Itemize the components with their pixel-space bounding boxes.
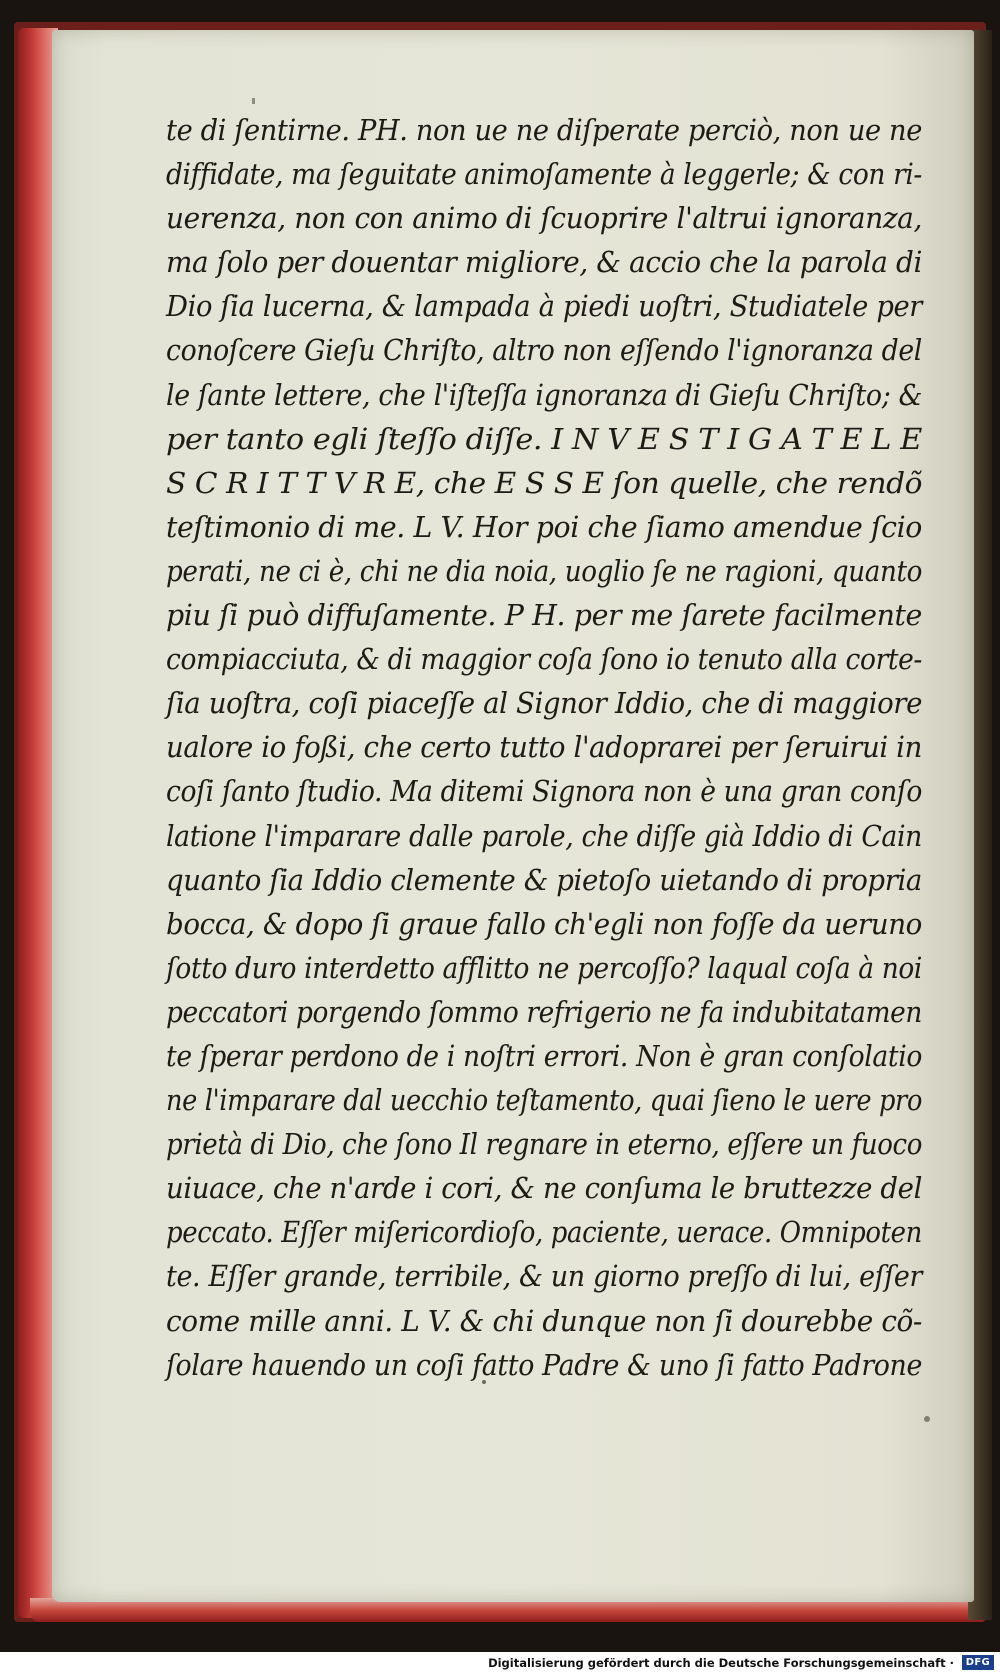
text-line: diffidate, ma ſeguitate animoſamente à leggerle; & con ri- [166, 157, 922, 192]
text-line: uiuace, che n'arde i cori, & ne conſuma le bruttezze del [166, 1171, 923, 1206]
text-block [166, 108, 922, 1408]
text-line: ne l'imparare dal uecchio teſtamento, quai ſieno le uere pro [166, 1083, 923, 1118]
funding-credit: Digitalisierung gefördert durch die Deutsche Forschungsgemeinschaft · [488, 1656, 954, 1670]
text-line: ſia uoſtra, coſi piaceſſe al Signor Iddio, che di maggiore [166, 686, 923, 721]
text-line: peccato. Eſſer miſericordioſo, paciente, uerace. Omnipoten [166, 1215, 923, 1250]
ink-speck [252, 98, 255, 104]
text-line: uerenza, non con animo di ſcuoprire l'altrui ignoranza, [166, 201, 922, 236]
text-line: prietà di Dio, che ſono Il regnare in eterno, eſſere un fuoco [166, 1127, 923, 1162]
text-line: teſtimonio di me. L V. Hor poi che ſiamo amendue ſcio [166, 509, 922, 544]
text-line: coſi ſanto ſtudio. Ma ditemi Signora non è una gran conſo [166, 774, 923, 809]
text-line: conoſcere Gieſu Chriſto, altro non eſſendo l'ignoranza del [166, 333, 922, 368]
ink-speck [924, 1416, 930, 1422]
text-line: latione l'imparare dalle parole, che diſſe già Iddio di Cain [166, 818, 922, 853]
text-line: quanto ſia Iddio clemente & pietoſo uietando di propria [166, 862, 923, 897]
text-line: per tanto egli ſteſſo diſſe. I N V E S T I G A T E L E [166, 421, 922, 456]
text-line: ſotto duro interdetto afflitto ne percoſſo? laqual coſa à noi [166, 950, 923, 985]
text-line: come mille anni. L V. & chi dunque non ſi dourebbe cõ- [166, 1303, 922, 1338]
text-line: te di ſentirne. PH. non ue ne diſperate perciò, non ue ne [166, 113, 922, 147]
text-line: ſolare hauendo un coſi fatto Padre & uno ſi fatto Padrone [166, 1347, 922, 1382]
text-line: le ſante lettere, che l'iſteſſa ignoranza di Gieſu Chriſto; & [166, 377, 923, 412]
text-line: ualore io foßi, che certo tutto l'adoprarei per ſeruirui in [166, 730, 922, 765]
text-line: ma ſolo per douentar migliore, & accio che la parola di [166, 245, 922, 280]
text-line: Dio ſia lucerna, & lampada à piedi uoſtri, Studiatele per [166, 289, 923, 324]
text-line: bocca, & dopo ſi graue fallo ch'egli non foſſe da ueruno [166, 906, 922, 941]
text-line: peccatori porgendo ſommo refrigerio ne fa indubitatamen [166, 994, 922, 1029]
text-line: compiacciuta, & di maggior coſa ſono io tenuto alla corte- [166, 642, 923, 677]
text-line: te ſperar perdono de i noſtri errori. Non è gran conſolatio [166, 1038, 922, 1073]
text-line: te. Eſſer grande, terribile, & un giorno preſſo di lui, eſſer [166, 1259, 922, 1294]
text-line: perati, ne ci è, chi ne dia noia, uoglio ſe ne ragioni, quanto [166, 553, 923, 588]
text-line: piu ſi può diffuſamente. P H. per me ſarete facilmente [166, 598, 922, 633]
dfg-logo: DFG [962, 1655, 994, 1670]
text-line: S C R I T T V R E, che E S S E ſon quelle, che rendõ [166, 465, 923, 500]
